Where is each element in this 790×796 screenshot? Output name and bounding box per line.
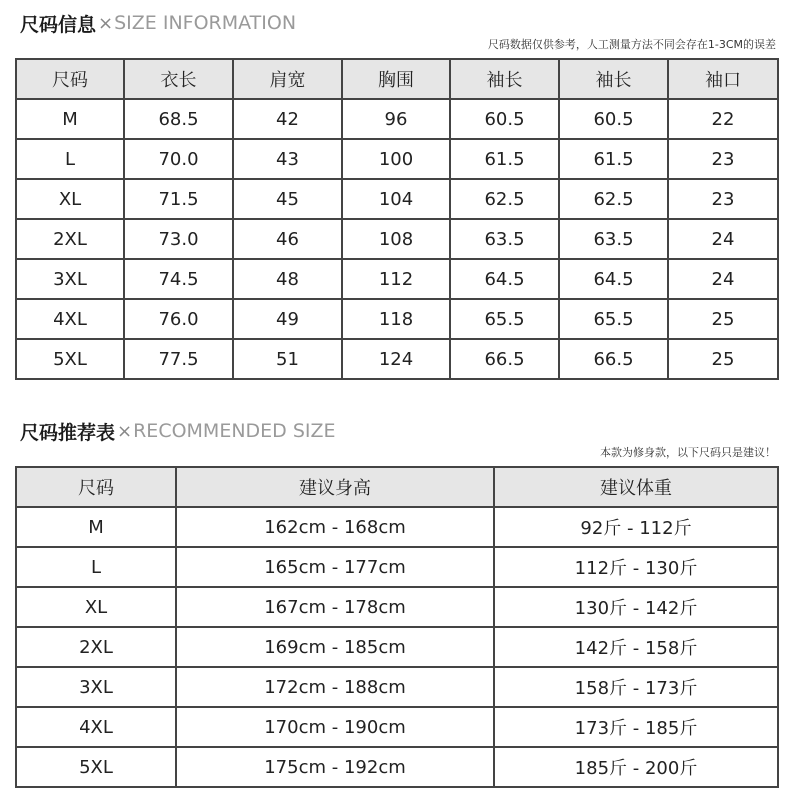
size-info-note: 尺码数据仅供参考，人工测量方法不同会存在1-3CM的误差 <box>487 38 776 51</box>
table-cell: 108 <box>342 219 450 259</box>
table-cell: 142斤 - 158斤 <box>494 627 778 667</box>
table-cell: 61.5 <box>450 139 559 179</box>
table-cell: 74.5 <box>124 259 233 299</box>
table-row <box>16 99 778 139</box>
header-size: 尺码 <box>16 467 176 507</box>
table-cell: 46 <box>233 219 342 259</box>
size-label-cell: L <box>16 547 176 587</box>
table-row <box>16 339 778 379</box>
header-weight: 建议体重 <box>494 467 778 507</box>
table-cell: 167cm - 178cm <box>176 587 494 627</box>
header-chest: 胸围 <box>342 59 450 99</box>
recommended-title-separator: × <box>117 420 133 442</box>
table-cell: 92斤 - 112斤 <box>494 507 778 547</box>
table-cell: 158斤 - 173斤 <box>494 667 778 707</box>
table-cell: 22 <box>668 99 778 139</box>
table-cell: 51 <box>233 339 342 379</box>
size-info-header-row <box>16 59 778 99</box>
table-cell: 66.5 <box>559 339 668 379</box>
table-cell: 42 <box>233 99 342 139</box>
table-cell: 23 <box>668 179 778 219</box>
table-cell: 62.5 <box>450 179 559 219</box>
table-cell: 24 <box>668 259 778 299</box>
table-cell: 112斤 - 130斤 <box>494 547 778 587</box>
size-info-title-separator: × <box>98 12 114 34</box>
header-height: 建议身高 <box>176 467 494 507</box>
header-sleeve-b: 袖长 <box>559 59 668 99</box>
table-cell: 61.5 <box>559 139 668 179</box>
size-info-table <box>15 58 779 380</box>
size-info-title-en: SIZE INFORMATION <box>114 12 297 34</box>
table-cell: 64.5 <box>450 259 559 299</box>
table-cell: 49 <box>233 299 342 339</box>
table-cell: 63.5 <box>450 219 559 259</box>
size-label-cell: 2XL <box>16 627 176 667</box>
table-cell: 165cm - 177cm <box>176 547 494 587</box>
table-row <box>16 707 778 747</box>
table-row <box>16 507 778 547</box>
table-cell: 70.0 <box>124 139 233 179</box>
header-length: 衣长 <box>124 59 233 99</box>
table-row <box>16 179 778 219</box>
table-cell: 173斤 - 185斤 <box>494 707 778 747</box>
header-sleeve-a: 袖长 <box>450 59 559 99</box>
table-cell: 77.5 <box>124 339 233 379</box>
recommended-table <box>15 466 779 788</box>
table-cell: 48 <box>233 259 342 299</box>
table-row <box>16 259 778 299</box>
table-cell: 112 <box>342 259 450 299</box>
table-cell: 96 <box>342 99 450 139</box>
table-row <box>16 547 778 587</box>
table-cell: 169cm - 185cm <box>176 627 494 667</box>
table-row <box>16 627 778 667</box>
table-cell: 65.5 <box>559 299 668 339</box>
table-cell: 76.0 <box>124 299 233 339</box>
table-cell: 162cm - 168cm <box>176 507 494 547</box>
size-label-cell: 5XL <box>16 747 176 787</box>
size-label-cell: L <box>16 139 124 179</box>
table-cell: 60.5 <box>559 99 668 139</box>
table-cell: 43 <box>233 139 342 179</box>
table-row <box>16 299 778 339</box>
table-cell: 25 <box>668 339 778 379</box>
table-cell: 118 <box>342 299 450 339</box>
table-row <box>16 219 778 259</box>
table-cell: 25 <box>668 299 778 339</box>
table-cell: 45 <box>233 179 342 219</box>
table-row <box>16 747 778 787</box>
table-cell: 68.5 <box>124 99 233 139</box>
size-label-cell: 5XL <box>16 339 124 379</box>
header-shoulder: 肩宽 <box>233 59 342 99</box>
table-row <box>16 139 778 179</box>
table-cell: 24 <box>668 219 778 259</box>
table-cell: 65.5 <box>450 299 559 339</box>
size-info-heading <box>20 10 296 36</box>
table-cell: 73.0 <box>124 219 233 259</box>
size-info-title-cn: 尺码信息 <box>20 13 97 36</box>
header-cuff: 袖口 <box>668 59 778 99</box>
table-cell: 60.5 <box>450 99 559 139</box>
size-label-cell: 2XL <box>16 219 124 259</box>
table-cell: 63.5 <box>559 219 668 259</box>
table-cell: 124 <box>342 339 450 379</box>
size-label-cell: 4XL <box>16 299 124 339</box>
size-label-cell: M <box>16 99 124 139</box>
table-cell: 62.5 <box>559 179 668 219</box>
header-size: 尺码 <box>16 59 124 99</box>
table-cell: 185斤 - 200斤 <box>494 747 778 787</box>
table-row <box>16 667 778 707</box>
size-label-cell: XL <box>16 179 124 219</box>
table-cell: 130斤 - 142斤 <box>494 587 778 627</box>
table-cell: 175cm - 192cm <box>176 747 494 787</box>
recommended-title-en: RECOMMENDED SIZE <box>133 420 336 442</box>
recommended-header-row <box>16 467 778 507</box>
table-cell: 100 <box>342 139 450 179</box>
size-label-cell: XL <box>16 587 176 627</box>
table-cell: 104 <box>342 179 450 219</box>
recommended-note: 本款为修身款，以下尺码只是建议！ <box>600 446 776 459</box>
recommended-heading <box>20 418 336 444</box>
size-label-cell: 3XL <box>16 259 124 299</box>
table-cell: 172cm - 188cm <box>176 667 494 707</box>
table-cell: 170cm - 190cm <box>176 707 494 747</box>
size-label-cell: 3XL <box>16 667 176 707</box>
size-label-cell: 4XL <box>16 707 176 747</box>
table-cell: 66.5 <box>450 339 559 379</box>
size-label-cell: M <box>16 507 176 547</box>
table-cell: 71.5 <box>124 179 233 219</box>
recommended-title-cn: 尺码推荐表 <box>20 421 116 444</box>
table-cell: 64.5 <box>559 259 668 299</box>
table-cell: 23 <box>668 139 778 179</box>
table-row <box>16 587 778 627</box>
